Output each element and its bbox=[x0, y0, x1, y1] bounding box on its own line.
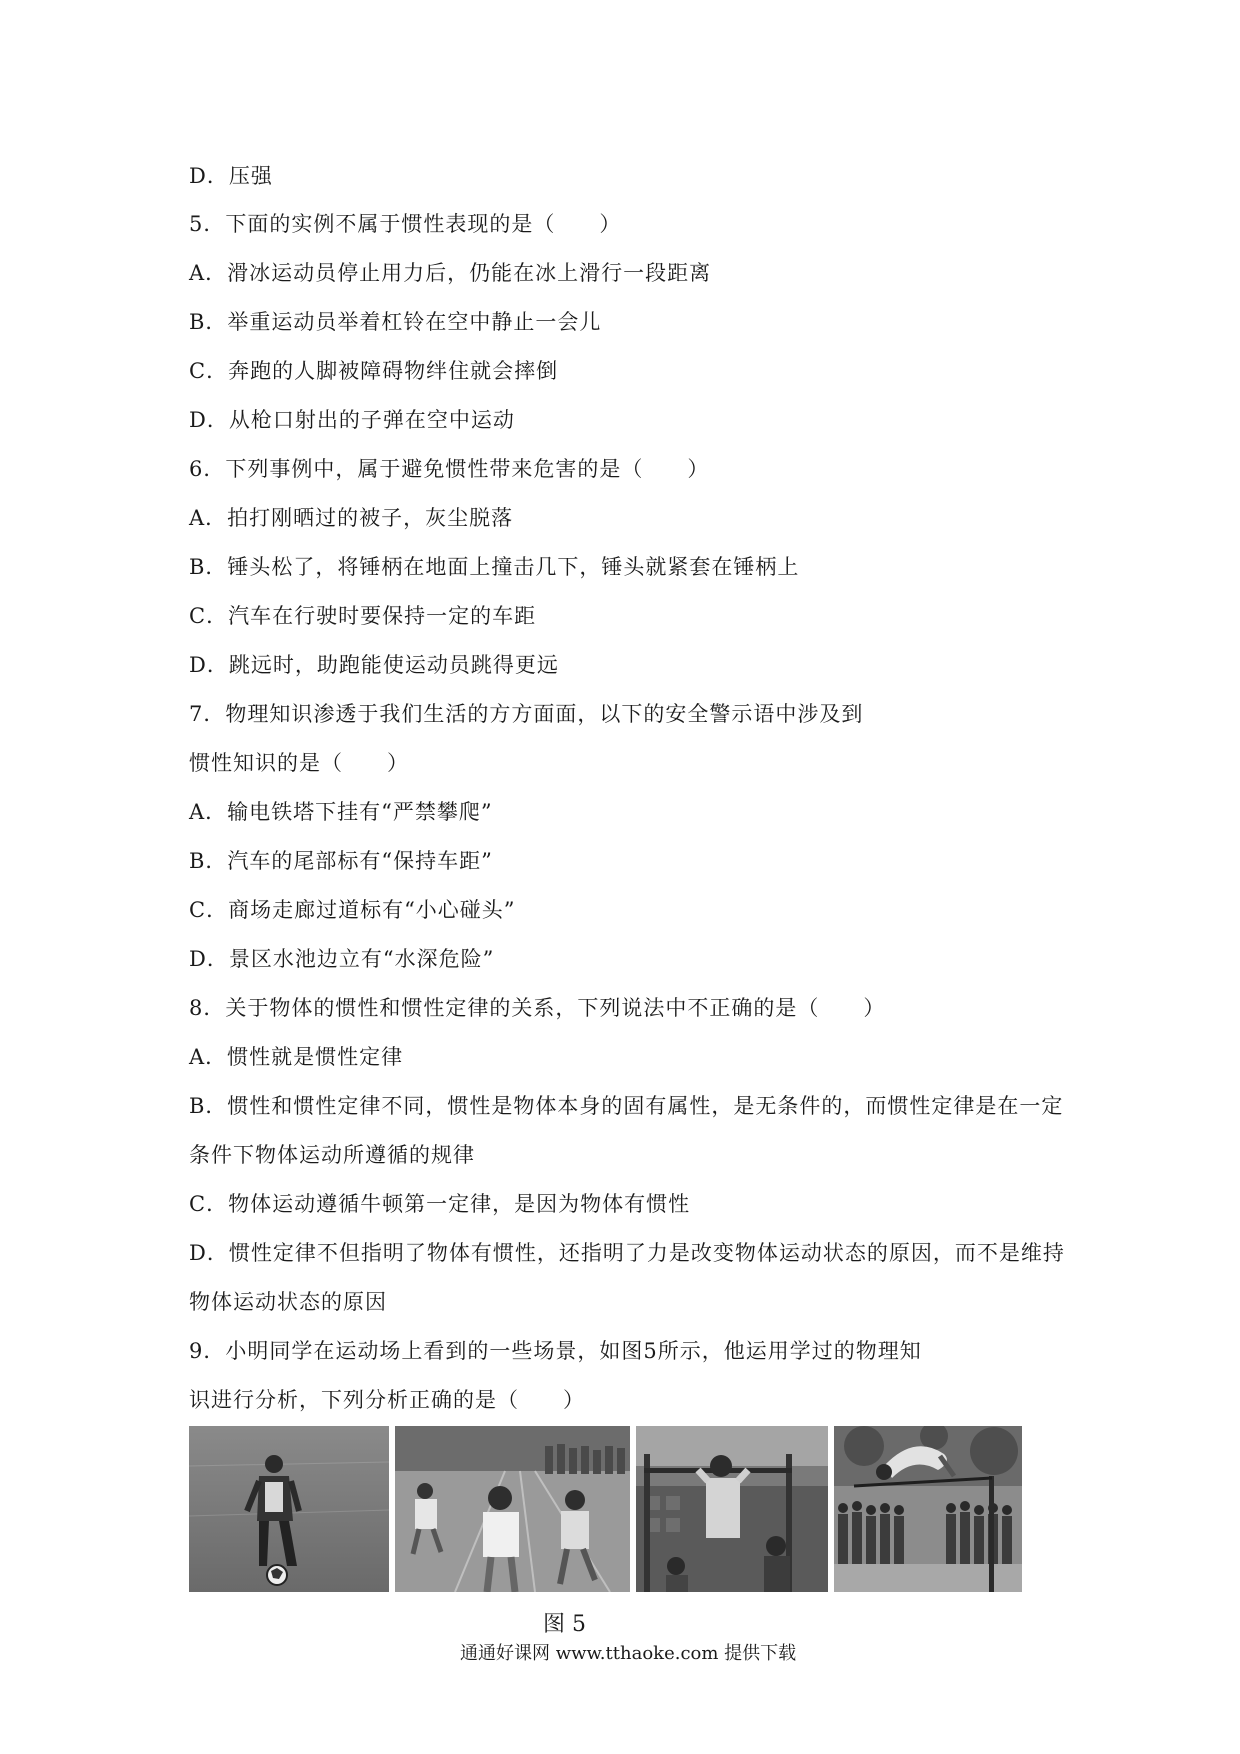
option-line: B．锤头松了，将锤柄在地面上撞击几下，锤头就紧套在锤柄上 bbox=[189, 555, 800, 579]
question-stem: 6．下列事例中，属于避免惯性带来危害的是（ ） bbox=[189, 457, 710, 481]
option-line: B．举重运动员举着杠铃在空中静止一会儿 bbox=[189, 310, 602, 334]
question-stem: 识进行分析，下列分析正确的是（ ） bbox=[189, 1388, 585, 1412]
option-line: B．汽车的尾部标有“保持车距” bbox=[189, 849, 493, 873]
option-line: A．输电铁塔下挂有“严禁攀爬” bbox=[189, 800, 493, 824]
question-stem: 惯性知识的是（ ） bbox=[189, 751, 409, 775]
soccer-player-photo bbox=[189, 1426, 389, 1592]
question-stem: 8．关于物体的惯性和惯性定律的关系，下列说法中不正确的是（ ） bbox=[189, 996, 886, 1020]
option-line: 条件下物体运动所遵循的规律 bbox=[189, 1143, 475, 1167]
footer-watermark: 通通好课网 www.tthaoke.com 提供下载 bbox=[460, 1643, 797, 1664]
option-line: C．商场走廊过道标有“小心碰头” bbox=[189, 898, 516, 922]
question-stem: 9．小明同学在运动场上看到的一些场景，如图5所示，他运用学过的物理知 bbox=[189, 1339, 922, 1363]
question-stem: 5．下面的实例不属于惯性表现的是（ ） bbox=[189, 212, 622, 236]
children-running-photo bbox=[395, 1426, 630, 1592]
option-line: 物体运动状态的原因 bbox=[189, 1290, 387, 1314]
option-line: D．压强 bbox=[189, 164, 273, 188]
option-line: C．汽车在行驶时要保持一定的车距 bbox=[189, 604, 537, 628]
option-line: D．景区水池边立有“水深危险” bbox=[189, 947, 495, 971]
option-line: D．跳远时，助跑能使运动员跳得更远 bbox=[189, 653, 559, 677]
option-line: A．惯性就是惯性定律 bbox=[189, 1045, 404, 1069]
option-line: C．奔跑的人脚被障碍物绊住就会摔倒 bbox=[189, 359, 559, 383]
option-line: C．物体运动遵循牛顿第一定律，是因为物体有惯性 bbox=[189, 1192, 691, 1216]
pull-up-bar-photo bbox=[636, 1426, 828, 1592]
question-stem: 7．物理知识渗透于我们生活的方方面面，以下的安全警示语中涉及到 bbox=[189, 702, 864, 726]
figure-caption: 图 5 bbox=[543, 1612, 586, 1637]
figure-5-photos bbox=[189, 1426, 1022, 1592]
option-line: A．拍打刚晒过的被子，灰尘脱落 bbox=[189, 506, 514, 530]
option-line: A．滑冰运动员停止用力后，仍能在冰上滑行一段距离 bbox=[189, 261, 712, 285]
option-line: D．从枪口射出的子弹在空中运动 bbox=[189, 408, 515, 432]
high-jump-photo bbox=[834, 1426, 1022, 1592]
option-line: D．惯性定律不但指明了物体有惯性，还指明了力是改变物体运动状态的原因，而不是维持 bbox=[189, 1241, 1065, 1265]
option-line: B．惯性和惯性定律不同，惯性是物体本身的固有属性，是无条件的，而惯性定律是在一定 bbox=[189, 1094, 1064, 1118]
